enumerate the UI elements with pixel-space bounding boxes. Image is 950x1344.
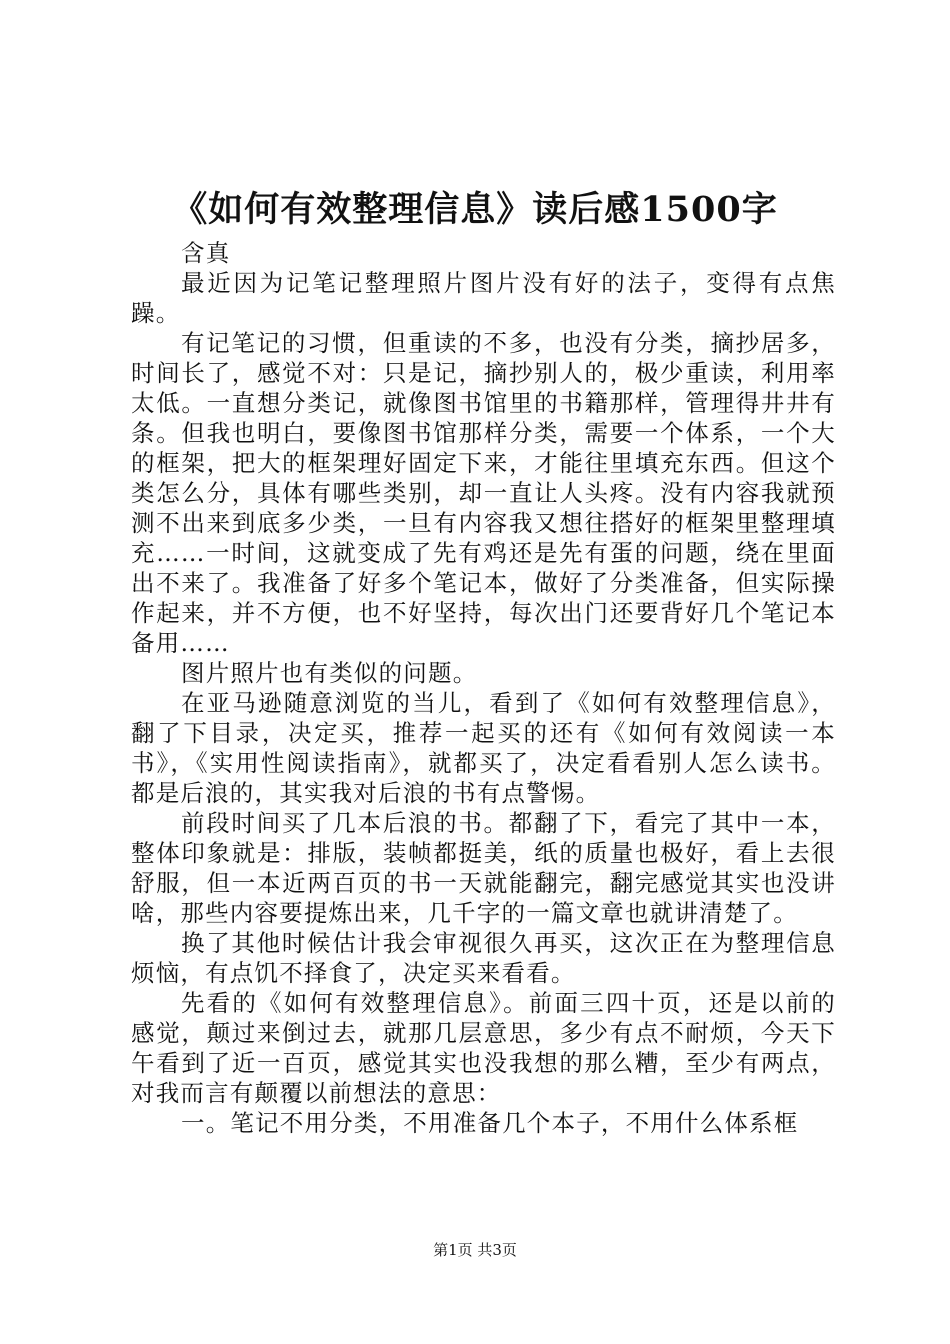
- document-body: [131, 238, 836, 1138]
- paragraph-1: 最近因为记笔记整理照片图片没有好的法子，变得有点焦躁。: [131, 269, 836, 327]
- paragraph-8: 一。笔记不用分类，不用准备几个本子，不用什么体系框: [181, 1109, 799, 1137]
- paragraph-2: 有记笔记的习惯，但重读的不多，也没有分类，摘抄居多，时间长了，感觉不对：只是记，摘抄别人的，极少重读，利用率太低。一直想分类记，就像图书馆里的书籍那样，管理得井井有条。但我也明白，要像图书馆那样分类，需要一个体系，一个大的框架，把大的框架理好固定下来，才能往里填充东西。但这个类怎么分，具体有哪些类别，却一直让人头疼。没有内容我就预测不出来到底多少类，一旦有内容我又想往搭好的框架里整理填充……一时间，这就变成了先有鸡还是先有蛋的问题，绕在里面出不来了。我准备了好多个笔记本，做好了分类准备，但实际操作起来，并不方便，也不好坚持，每次出门还要背好几个笔记本备用……: [131, 329, 836, 657]
- paragraph-7: 先看的《如何有效整理信息》。前面三四十页，还是以前的感觉，颠过来倒过去，就那几层意思，多少有点不耐烦，今天下午看到了近一百页，感觉其实也没我想的那么糟，至少有两点，对我而言有颠覆以前想法的意思：: [131, 989, 836, 1107]
- document-title: 《如何有效整理信息》读后感1500字: [172, 189, 778, 230]
- author-line: 含真: [181, 239, 231, 267]
- paragraph-4: 在亚马逊随意浏览的当儿，看到了《如何有效整理信息》，翻了下目录，决定买，推荐一起买的还有《如何有效阅读一本书》，《实用性阅读指南》，就都买了，决定看看别人怎么读书。都是后浪的，其实我对后浪的书有点警惕。: [131, 689, 836, 807]
- paragraph-5: 前段时间买了几本后浪的书。都翻了下，看完了其中一本，整体印象就是：排版，装帧都挺美，纸的质量也极好，看上去很舒服，但一本近两百页的书一天就能翻完，翻完感觉其实也没讲啥，那些内容要提炼出来，几千字的一篇文章也就讲清楚了。: [131, 809, 836, 927]
- page-footer: 第1页 共3页: [433, 1241, 517, 1259]
- paragraph-6: 换了其他时候估计我会审视很久再买，这次正在为整理信息烦恼，有点饥不择食了，决定买来看看。: [131, 929, 836, 987]
- paragraph-3: 图片照片也有类似的问题。: [181, 659, 478, 687]
